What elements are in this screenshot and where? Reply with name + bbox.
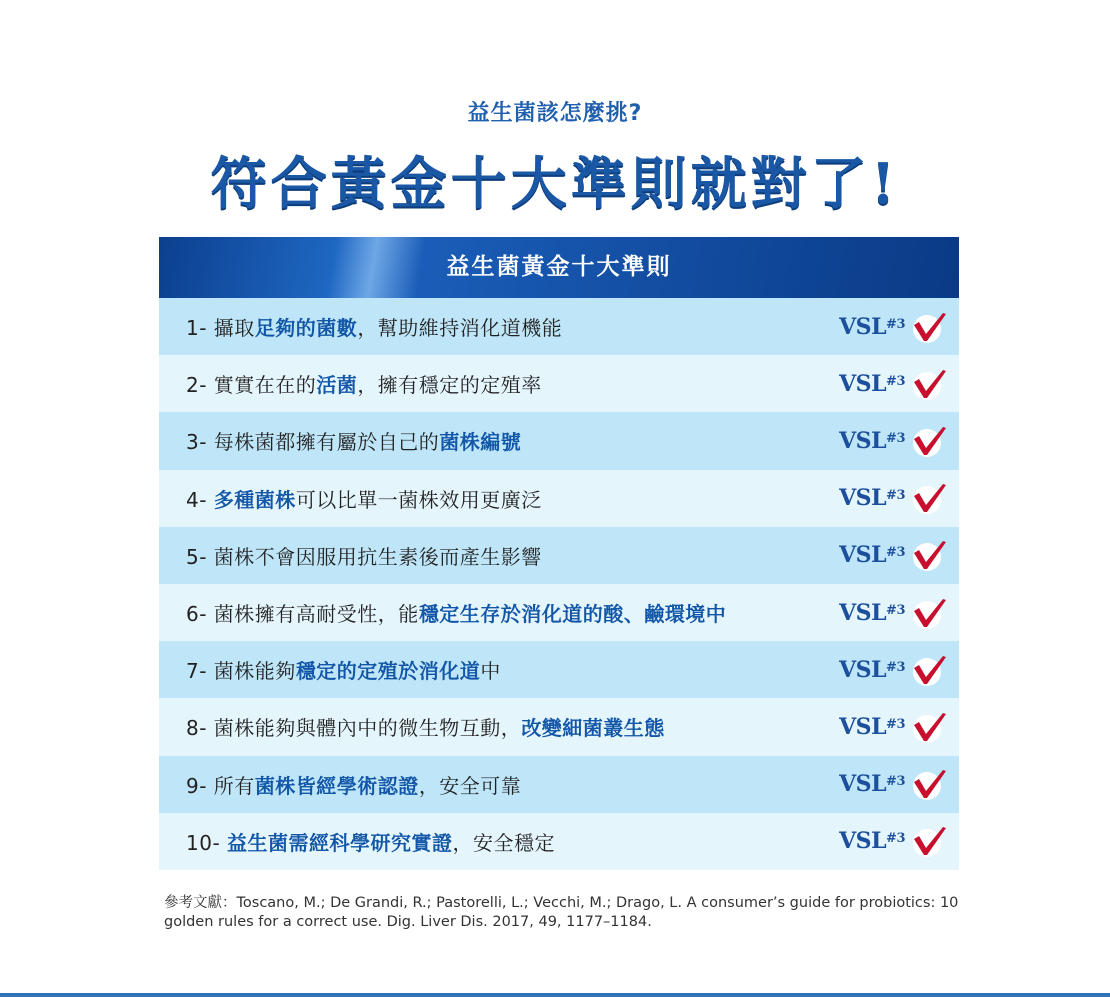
rule-row xyxy=(159,298,959,355)
reference-text: 參考文獻：Toscano, M.; De Grandi, R.; Pastorelli, L.; Vecchi, M.; Drago, L. A consumer’s guide for probiotics: 10 golden rules for a correct use. Dig. Liver Dis. 2017, 49, 1177–1184. xyxy=(164,895,959,930)
checkmark-icon xyxy=(911,481,947,515)
brand-logo: VSL$^{\#3}$ xyxy=(839,828,905,855)
rule-segment: ，安全可靠 xyxy=(418,773,522,798)
rule-row xyxy=(159,470,959,527)
brand-logo: VSL$^{\#3}$ xyxy=(839,656,905,683)
rule-text xyxy=(186,484,542,513)
rule-highlight: 活菌 xyxy=(316,373,358,398)
rule-text xyxy=(186,312,562,341)
checkmark-icon xyxy=(911,596,947,630)
checkmark-icon xyxy=(911,424,947,458)
checkmark-icon xyxy=(911,710,947,744)
rule-text xyxy=(186,598,726,627)
rule-text xyxy=(186,655,501,684)
rule-row xyxy=(159,641,959,698)
rule-highlight: 菌株編號 xyxy=(439,430,522,455)
rule-segment: 2- 實實在在的 xyxy=(186,373,317,398)
brand-mark xyxy=(839,538,947,572)
rules-list xyxy=(159,298,959,870)
rule-segment: 中 xyxy=(480,659,501,684)
page-title: 符合黃金十大準則就對了! xyxy=(210,151,900,217)
rule-segment: ，擁有穩定的定殖率 xyxy=(357,373,542,398)
brand-mark xyxy=(839,824,947,858)
page-subtitle: 益生菌該怎麼挑? xyxy=(467,101,643,126)
checkmark-icon xyxy=(911,538,947,572)
rule-highlight: 穩定的定殖於消化道 xyxy=(295,659,481,684)
rule-text xyxy=(186,369,542,398)
brand-mark xyxy=(839,310,947,344)
brand-mark xyxy=(839,653,947,687)
rule-text xyxy=(186,827,555,856)
rule-text xyxy=(186,712,665,741)
brand-mark xyxy=(839,424,947,458)
bottom-divider xyxy=(0,993,1110,997)
checkmark-icon xyxy=(911,767,947,801)
brand-logo: VSL$^{\#3}$ xyxy=(839,542,905,569)
rule-segment: ，安全穩定 xyxy=(452,830,556,855)
brand-mark xyxy=(839,596,947,630)
brand-logo: VSL$^{\#3}$ xyxy=(839,713,905,740)
rule-highlight: 菌株皆經學術認證 xyxy=(254,773,419,798)
brand-logo: VSL$^{\#3}$ xyxy=(839,370,905,397)
rule-segment: 6- 菌株擁有高耐受性，能 xyxy=(186,602,419,627)
rule-segment: 9- 所有 xyxy=(186,773,255,798)
brand-logo: VSL$^{\#3}$ xyxy=(839,313,905,340)
rule-text xyxy=(186,770,521,799)
rule-row xyxy=(159,756,959,813)
rule-highlight: 改變細菌叢生態 xyxy=(521,716,665,741)
rule-highlight: 益生菌需經科學研究實證 xyxy=(227,830,453,855)
rule-segment: ，幫助維持消化道機能 xyxy=(357,316,563,341)
brand-mark xyxy=(839,367,947,401)
rule-row xyxy=(159,527,959,584)
checkmark-icon xyxy=(911,310,947,344)
brand-logo: VSL$^{\#3}$ xyxy=(839,485,905,512)
rules-table xyxy=(159,237,959,870)
rule-row xyxy=(159,698,959,755)
brand-mark xyxy=(839,767,947,801)
rule-highlight: 穩定生存於消化道的酸、鹼環境中 xyxy=(418,602,727,627)
rule-text xyxy=(186,426,521,455)
rule-segment: 7- 菌株能夠 xyxy=(186,659,296,684)
rule-highlight: 足夠的菌數 xyxy=(254,316,358,341)
brand-logo: VSL$^{\#3}$ xyxy=(839,599,905,626)
rule-row xyxy=(159,355,959,412)
table-header: 益生菌黃金十大準則 xyxy=(159,237,959,298)
rule-row xyxy=(159,412,959,469)
brand-logo: VSL$^{\#3}$ xyxy=(839,771,905,798)
rule-text xyxy=(186,541,542,570)
rule-segment: 1- 攝取 xyxy=(186,316,255,341)
checkmark-icon xyxy=(911,367,947,401)
rule-segment: 8- 菌株能夠與體內中的微生物互動， xyxy=(186,716,522,741)
checkmark-icon xyxy=(911,653,947,687)
checkmark-icon xyxy=(911,824,947,858)
rule-segment: 10- xyxy=(186,830,228,855)
rule-segment: 4- xyxy=(186,487,214,512)
brand-mark xyxy=(839,710,947,744)
rule-row xyxy=(159,813,959,870)
brand-logo: VSL$^{\#3}$ xyxy=(839,427,905,454)
rule-highlight: 多種菌株 xyxy=(213,487,296,512)
rule-segment: 可以比單一菌株效用更廣泛 xyxy=(295,487,542,512)
rule-segment: 3- 每株菌都擁有屬於自己的 xyxy=(186,430,440,455)
rule-segment: 5- 菌株不會因服用抗生素後而產生影響 xyxy=(186,544,542,569)
brand-mark xyxy=(839,481,947,515)
rule-row xyxy=(159,584,959,641)
